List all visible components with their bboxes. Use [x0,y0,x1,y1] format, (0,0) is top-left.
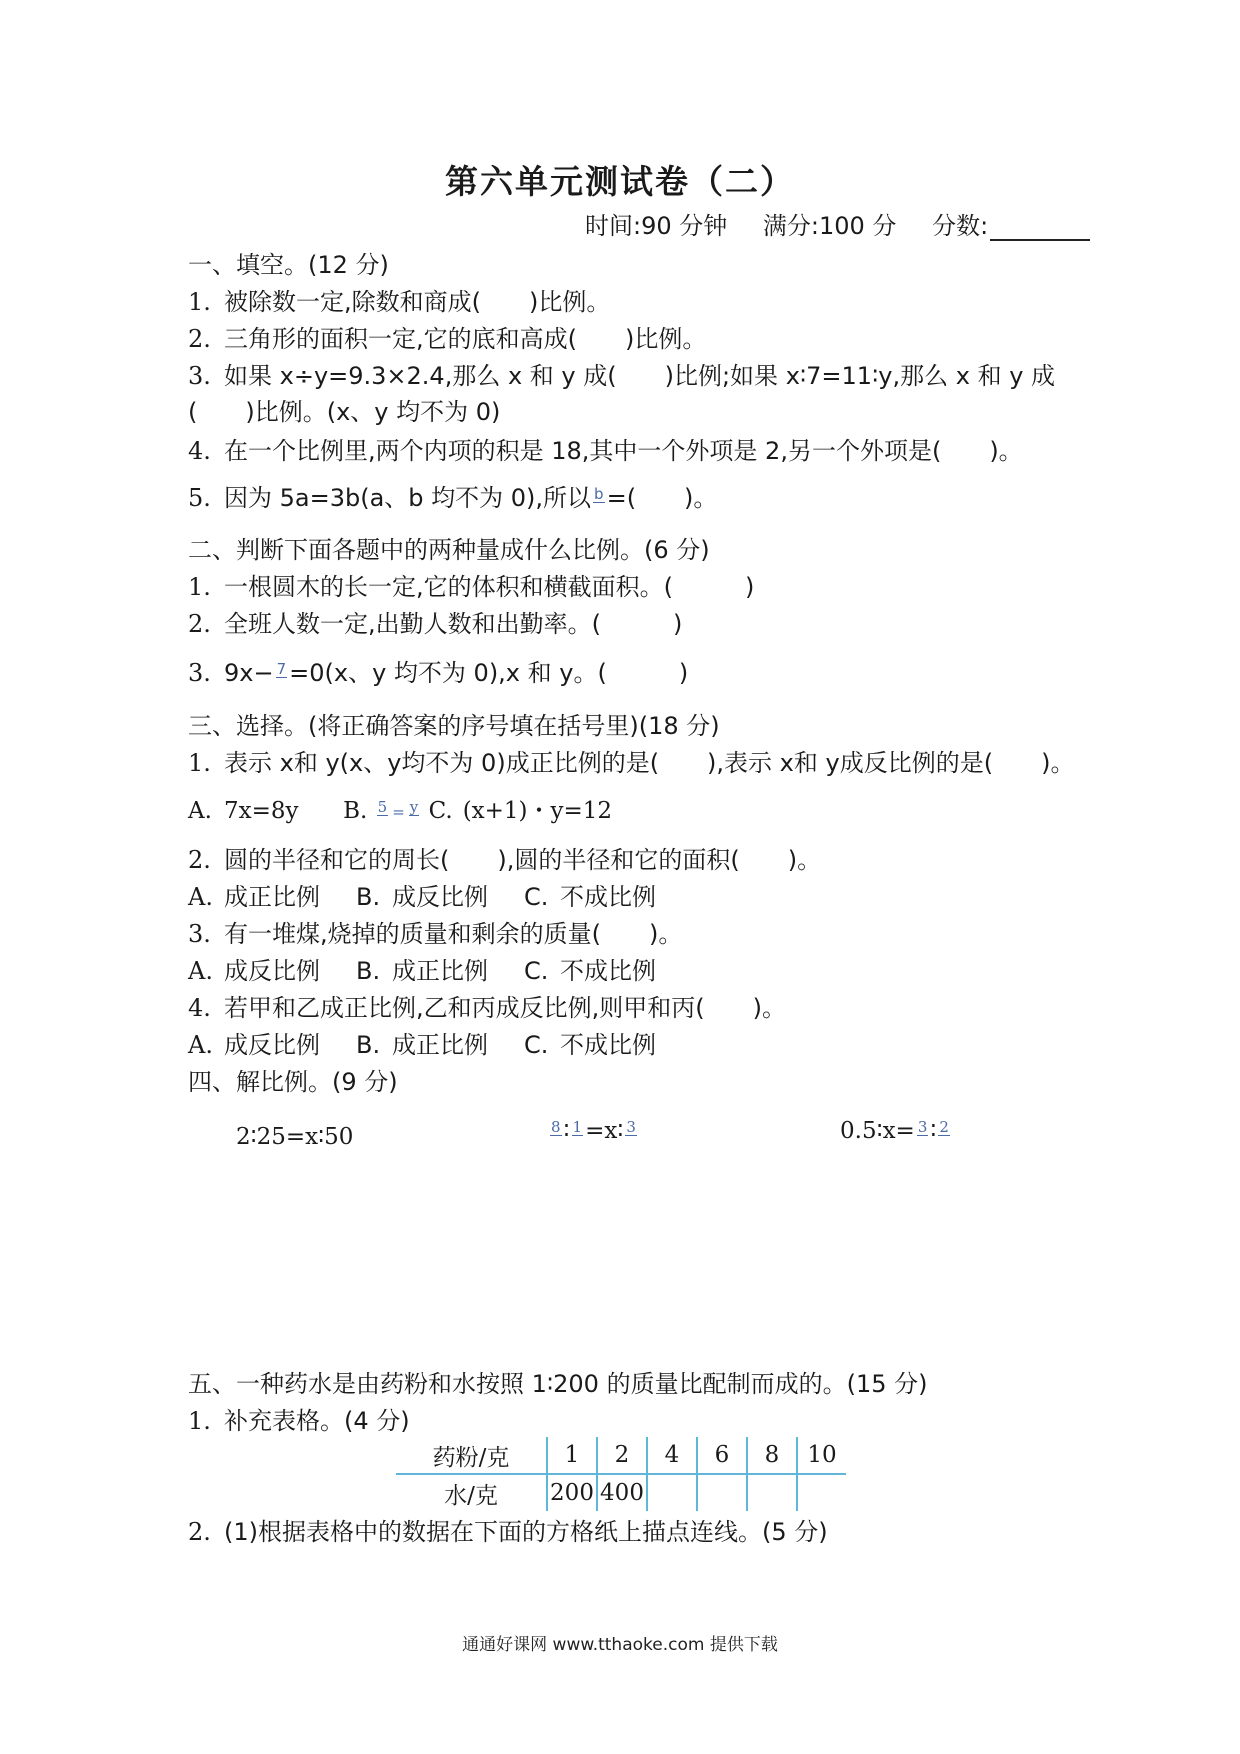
s3-question-2: 2. 圆的半径和它的周长( ),圆的半径和它的面积( )。 [188,846,822,874]
fraction-b-over-a: b [594,485,604,503]
answer-cell[interactable] [647,1474,697,1511]
table-cell: 10 [797,1437,846,1474]
answer-cell[interactable] [797,1474,846,1511]
proportion-1: 2∶25=x∶50 [236,1124,354,1150]
footer: 通通好课网 www.tthaoke.com 提供下载 [462,1635,778,1655]
table-row [396,1474,846,1511]
s1-question-3: 3. 如果 x÷y=9.3×2.4,那么 x 和 y 成( )比例;如果 x∶7=11∶y,那么 x 和 y 成 [188,362,1056,390]
table-cell: 8 [747,1437,797,1474]
s1-question-5: 5. 因为 5a=3b(a、b 均不为 0),所以 b =( )。 [188,484,718,512]
section-3-heading: 三、选择。(将正确答案的序号填在括号里)(18 分) [188,712,720,740]
table-cell: 6 [697,1437,747,1474]
s3-question-3: 3. 有一堆煤,烧掉的质量和剩余的质量( )。 [188,920,683,948]
s2-question-1: 1. 一根圆木的长一定,它的体积和横截面积。( ) [188,573,755,601]
s1-question-3-cont: ( )比例。(x、y 均不为 0) [188,398,501,426]
section-1-heading: 一、填空。(12 分) [188,251,389,279]
s2-question-2: 2. 全班人数一定,出勤人数和出勤率。( ) [188,610,683,638]
s2-question-3: 3. 9x− 7 =0(x、y 均不为 0),x 和 y。( ) [188,659,689,687]
fraction-7-over-y: 7 [276,660,287,678]
score-label: 分数: [932,212,989,240]
ratio-table [396,1437,846,1511]
s3-question-1-options: A. 7x=8y B. 5 = y C. (x+1)・y=12 [188,798,613,824]
score-blank[interactable] [990,215,1090,241]
table-cell: 2 [597,1437,647,1474]
s1-question-1: 1. 被除数一定,除数和商成( )比例。 [188,288,611,316]
exam-meta [585,206,1118,241]
table-cell: 400 [597,1474,647,1511]
s3-question-4-options: A. 成反比例 B. 成正比例 C. 不成比例 [188,1031,656,1059]
full-score: 满分:100 分 [762,212,897,240]
s1-question-4: 4. 在一个比例里,两个内项的积是 18,其中一个外项是 2,另一个外项是( )。 [188,437,1023,465]
s3-question-4: 4. 若甲和乙成正比例,乙和丙成反比例,则甲和丙( )。 [188,994,786,1022]
table-cell: 200 [547,1474,597,1511]
s5-question-1: 1. 补充表格。(4 分) [188,1407,410,1435]
option-b-fraction: 5 [377,798,388,816]
row-label-water: 水/克 [444,1482,498,1509]
section-4-heading: 四、解比例。(9 分) [188,1068,398,1096]
table-row [396,1437,846,1474]
row-label-powder: 药粉/克 [396,1437,547,1474]
section-2-heading: 二、判断下面各题中的两种量成什么比例。(6 分) [188,536,710,564]
section-5-heading: 五、一种药水是由药粉和水按照 1∶200 的质量比配制而成的。(15 分) [188,1370,928,1398]
answer-cell[interactable] [697,1474,747,1511]
s3-question-1: 1. 表示 x和 y(x、y均不为 0)成正比例的是( ),表示 x和 y成反比例的是( )。 [188,749,1075,777]
proportion-3: 0.5∶x= 3 ∶ 2 [840,1118,949,1144]
time-limit: 时间:90 分钟 [585,212,728,240]
proportion-2: 8 ∶ 1 =x∶ 3 [551,1118,636,1144]
table-cell: 1 [547,1437,597,1474]
s3-question-2-options: A. 成正比例 B. 成反比例 C. 不成比例 [188,883,656,911]
s5-question-2: 2. (1)根据表格中的数据在下面的方格纸上描点连线。(5 分) [188,1518,828,1546]
s1-question-2: 2. 三角形的面积一定,它的底和高成( )比例。 [188,325,707,353]
answer-cell[interactable] [747,1474,797,1511]
option-b-fraction-2: y [409,798,419,816]
table-cell: 4 [647,1437,697,1474]
page-title: 第六单元测试卷（二） [445,162,795,201]
s3-question-3-options: A. 成反比例 B. 成正比例 C. 不成比例 [188,957,656,985]
